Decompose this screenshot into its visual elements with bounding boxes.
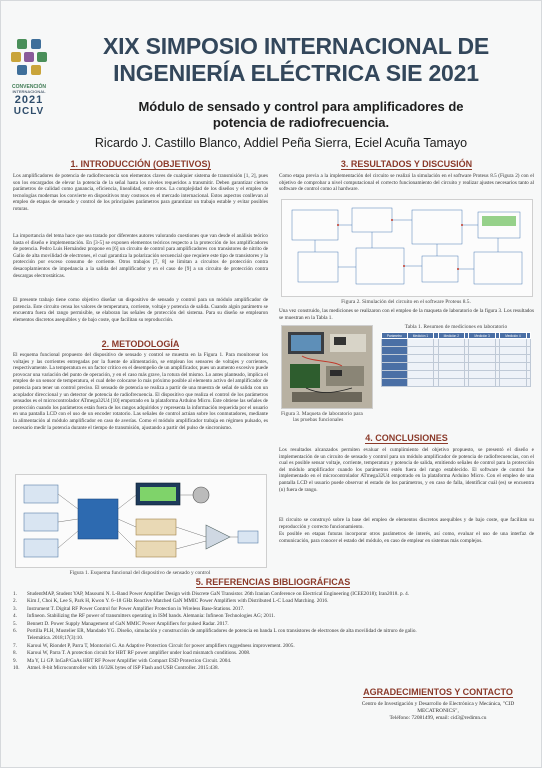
conclusions-paragraph-1: Los resultados alcanzados permiten evaluar el cumplimiento del objetivo propuesto, se presentó el diseño e implementación de un circuito de sensado y control para un módulo amplificador de potencia de radiofrecuencias, con el cual es posible sensar voltaje, corriente, temperatura y potencia de salida, emitiendo señales de control para la protección del módulo amplificador cuando los parámetros estén fuera del rango establecido. El software de control fue implementado en el microcontrolador ATmega32U4 empotrado en la plataforma Arduino Micro. Con el empleo de una pantalla LCD el usuario puede observar el estado de los parámetros, y en caso de falla, identificar cuál (es) se encuentra (n) fuera de rango.	[279, 447, 534, 493]
circuit-schematic-svg	[282, 200, 532, 296]
conclusions-paragraph-2: El circuito se construyó sobre la base del empleo de elementos discretos asequibles y de bajo coste, que facilitan su reproducción y correcto funcionamiento.	[279, 517, 534, 530]
reference-item: Telemática. 2018;17(3):10.	[27, 635, 84, 642]
table-1-caption: Tabla 1. Resumen de mediciones en laboratorio	[404, 324, 508, 330]
poster-title	[61, 33, 531, 87]
table-row	[382, 379, 531, 387]
figure-3-caption: Figura 3. Maqueta de laboratorio para las pruebas funcionales	[281, 411, 363, 423]
contact-info	[343, 701, 533, 723]
logo-mark	[9, 39, 49, 83]
lab-setup-photo	[282, 326, 372, 408]
intro-paragraph-3: El presente trabajo tiene como objetivo diseñar un dispositivo de sensado y control para un módulo amplificador de potencia. Este circuito censa los valores de temperatura, corriente, voltaje y potencia de salida. Cuando algún parámetro se encuentra fuera del rango permisible, se elaboran las señales de protección del sistema. Para su diseño se emplearon elementos discretos asequibles y de bajo coste, que facilitan su reproducción.	[13, 297, 268, 323]
conclusions-heading: 4. CONCLUSIONES	[365, 433, 448, 443]
table-header: Medición 3	[469, 333, 496, 339]
intro-paragraph-2: La importancia del tema hace que sea tratado por diferentes autores valorando cuestiones que van desde el análisis teórico hasta el diseño e implementación. En [3-5] se exponen elementos teóricos respecto a la protección de los amplificadores de potencia. Pedro Luis Hernández propone en [6] un circuito de control para amplificadores con transistores de nitrito de Galio de alta movilidad de electrones, el cual garantiza la polarización secuencial que requiere este tipo de transistores y la protección por exceso consumo de corriente. Otros trabajos [7, 8] se limitan a circuitos de protección contra desacoplamientos de impedancia a la salida del amplificador y en el caso de [9] a un circuito de protección contra descargas electrostáticas.	[13, 233, 268, 279]
logo-uclv: UCLV	[13, 105, 45, 117]
reference-item: 5. Bennett D. Power Supply Management of GaN MMIC Power Amplifiers for pulsed Radar. 2017.	[13, 620, 229, 627]
table-row	[382, 363, 531, 371]
references-list	[13, 591, 533, 672]
table-1-measurements	[381, 332, 531, 387]
table-header: Medición 2	[438, 333, 465, 339]
title-line2: INGENIERÍA ELÉCTRICA SIE 2021	[113, 60, 479, 86]
table-row	[382, 355, 531, 363]
reference-item: 10. Atmel. 8-bit Microcontroller with 16/32K bytes of ISP Flash and USB Controller. 2015:438.	[13, 665, 219, 672]
contact-heading: AGRADECIMIENTOS Y CONTACTO	[363, 687, 513, 697]
subtitle-line1: Módulo de sensado y control para amplificadores de	[138, 99, 464, 114]
table-row	[382, 371, 531, 379]
contact-line1: Centro de Investigación y Desarrollo de Electrónica y Mecánica, "CID MECATRONICS",	[361, 701, 515, 715]
contact-line2: Teléfono: 72081499, email: cid3@redimn.cu	[389, 715, 487, 722]
figure-1-caption: Figura 1. Esquema funcional del dispositivo de sensado y control	[69, 570, 211, 576]
poster-subtitle	[81, 99, 521, 131]
results-paragraph-2: Una vez construido, las mediciones se realizaron con el empleo de la maqueta de laboratorio de la figura 3. Los resultados se muestran en la Tabla 1.	[279, 308, 534, 321]
table-row	[382, 347, 531, 355]
conclusions-paragraph-3: Es posible en etapas futuras incorporar otros parámetros de interés, así como, evaluar el uso de una interfaz de comunicación, para conocer el estado del módulo, en caso de emplear en sistemas más complejos.	[279, 531, 534, 544]
table-row	[382, 339, 531, 347]
figure-3-lab-photo	[281, 325, 373, 409]
reference-item: 3. Instrument T. Digital RF Power Control for Power Amplifier Protection in Wireless Base-Stations. 2017.	[13, 605, 245, 612]
table-header: Medición 1	[407, 333, 434, 339]
method-paragraph: El esquema funcional propuesto del dispositivo de sensado y control se muestra en la Figura 1. Para monitorear los voltajes y las corrientes entregadas por la fuente de alimentación, se emplean los sensores de voltajes y corrientes, respectivamente. La temperatura es un factor crítico en el desempeño de un amplificador, pues un aumento excesivo puede provocar una variación del punto de operación, y en el caso más grave, la rotura del mismo. Lo antes planteado, implica el empleo de un sensor de temperatura, el cual debe colocarse lo más próximo posible al elemento activo del amplificador de potencia para tener un control preciso. El sensado de potencia se realiza a partir de una muestra de señal de salida con un acoplador direccional y un detector de potencia de radiofrecuencia. El dispositivo que realiza el control de los parámetros sensados es el microcontrolador ATmega32U4 [10] empotrado en la plataforma Arduino Micro. Este obtiene las señales de protección cuando los parámetros están fuera de los rangos adquiridos y representa la información requerida por el usuario en una pantalla LCD con el uso de un encoder rotatorio. Las señales de control actúan sobre los conmutadores, mediante la alimentación al módulo amplificador en caso de averías. Como el módulo amplificador trabaja en régimen pulsado, es necesario medir la potencia durante el tiempo de transmisión, ajustando a partir del pulso de sincronismo.	[13, 352, 268, 431]
convention-logo	[7, 39, 51, 131]
reference-item: 4. Infineon. Stabilizing the RF power of transmitters operating in ISM bands. Alemania: Infineon Technologies AG; 2011.	[13, 613, 276, 620]
reference-item: 1. StudentMAP, Student YAP, Masoumi N. L-Band Power Amplifier Design with Discrete GaN Transistor. 26th Iranian Conference on Electrical Engineering (ICEE2018); Iran2018. p. 4.	[13, 591, 410, 597]
logo-year: 2021	[14, 94, 44, 107]
results-heading: 3. RESULTADOS Y DISCUSIÓN	[340, 159, 473, 169]
reference-item: 2. Kim J, Choi K, Lee S, Park H, Kwon Y. 6–18 GHz Reactive Matched GaN MMIC Power Amplifiers with Distributed L-C Load Matching. 2016.	[13, 598, 329, 605]
references-heading: 5. REFERENCIAS BIBLIOGRÁFICAS	[195, 577, 351, 587]
intro-heading: 1. INTRODUCCIÓN (OBJETIVOS)	[70, 159, 211, 169]
reference-item: 7. Karoui W, Riondet P, Parra T, Montoriol G. An Adaptive Protection Circuit for power amplifiers ruggedness improvement. 2005.	[13, 642, 295, 649]
method-heading: 2. METODOLOGÍA	[101, 339, 180, 349]
table-header: Medición 4	[500, 333, 527, 339]
figure-1-block-diagram	[15, 474, 267, 568]
reference-item: 9. Ma Y, Li GP. InGaP/GaAs HBT RF Power Amplifier with Compact ESD Protection Circuit. 2004.	[13, 657, 232, 664]
intro-paragraph-1: Los amplificadores de potencia de radiofrecuencia son elementos claves de cualquier sistema de transmisión [1, 2], pues son los encargados de elevar la potencia de la señal hasta los niveles requeridos a transmitir. Deben garantizar ciertos parámetros de calidad como ganancia, eficiencia, linealidad, entre otros. La complejidad de los diseños y el empleo de tecnologías modernas los convierte en dispositivos muy costosos en el mercado internacional. Estos aspectos conllevan al empleo de etapas de sensado y control de los principales parámetros para garantizar un trabajo estable y evitar posibles roturas.	[13, 173, 268, 212]
logo-line1: CONVENCIÓN	[12, 84, 46, 90]
results-paragraph-1: Como etapa previa a la implementación del circuito se realizó la simulación en el software Proteus 8.5 (Figura 2) con el objetivo de comprobar a nivel computacional el correcto funcionamiento del circuito y realizar ajustes necesarios tanto al software de control como al hardware.	[279, 173, 534, 193]
table-header: Parámetro	[382, 333, 408, 339]
figure-2-caption: Figura 2. Simulación del circuito en el software Proteus 8.5.	[341, 299, 471, 305]
figure-2-circuit-simulation	[281, 199, 533, 297]
authors: Ricardo J. Castillo Blanco, Addiel Peña Sierra, Eciel Acuña Tamayo	[94, 136, 468, 150]
logo-line2: INTERNACIONAL	[12, 89, 46, 95]
reference-item: 6. Portilla PLH, Mustelier ER, Mandado YG. Diseño, simulación y construcción de amplificadores de potencia en banda L con transistores de electrones de alta movilidad de nitruro de galio.	[13, 628, 417, 635]
block-diagram-svg	[16, 475, 266, 567]
reference-item: 8. Karoui W, Parra T. A protection circuit for HBT RF power amplifier under load mismatch conditions. 2008.	[13, 650, 251, 657]
title-line1: XIX SIMPOSIO INTERNACIONAL DE	[102, 33, 490, 59]
subtitle-line2: potencia de radiofrecuencia.	[212, 115, 390, 130]
